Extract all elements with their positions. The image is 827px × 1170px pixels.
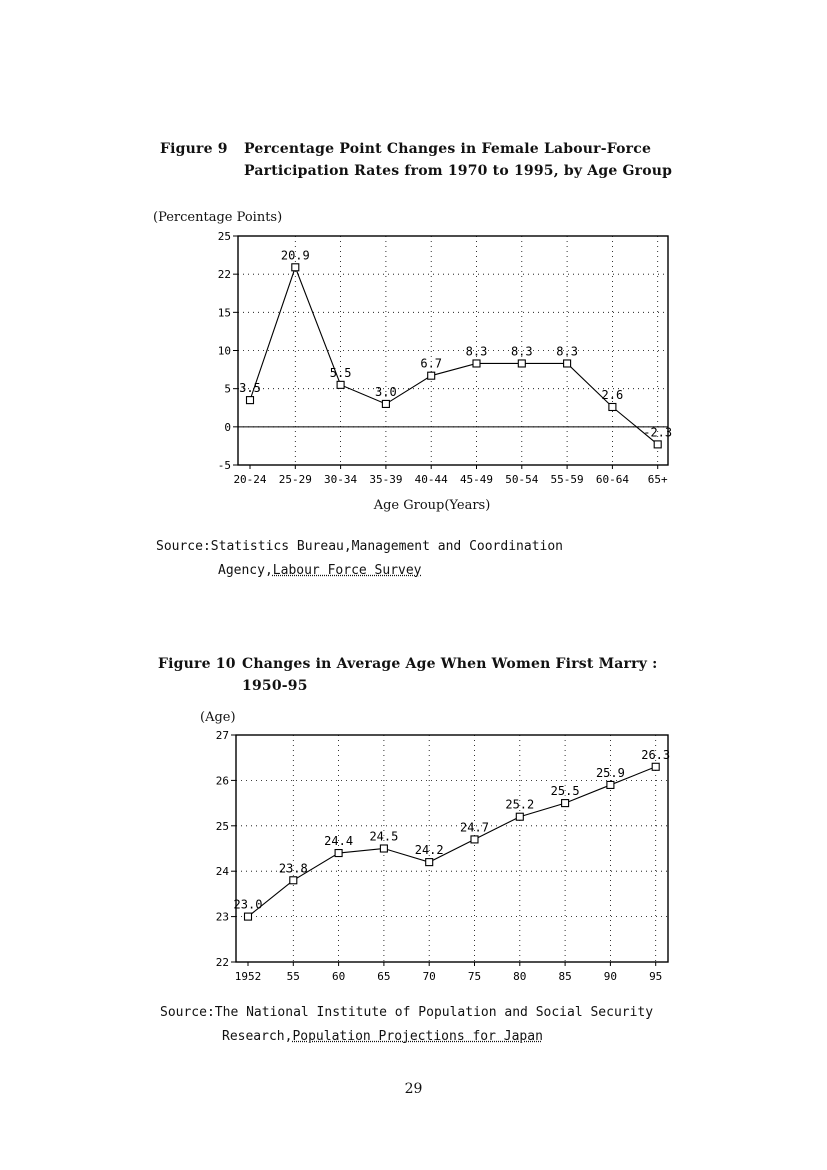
figure-9-x-axis-label: Age Group(Years) bbox=[373, 498, 491, 513]
chart2-data-point bbox=[290, 877, 297, 884]
chart1-y-tick-label: 15 bbox=[217, 306, 231, 320]
chart2-data-label: 24.2 bbox=[414, 843, 444, 858]
chart1-data-point bbox=[518, 360, 525, 367]
chart1-x-tick-label: 25-29 bbox=[278, 473, 312, 486]
chart1-y-tick-label: 25 bbox=[217, 230, 231, 243]
chart2-data-point bbox=[245, 913, 252, 920]
chart1-data-point bbox=[473, 360, 480, 367]
chart2-data-label: 23.8 bbox=[278, 861, 308, 876]
figure-9-y-unit: (Percentage Points) bbox=[153, 210, 283, 225]
figure-10-title-line2: 1950-95 bbox=[242, 678, 308, 694]
chart2-x-tick-label: 80 bbox=[513, 970, 527, 983]
chart2-y-tick-label: 22 bbox=[215, 956, 229, 969]
chart2-data-point bbox=[380, 845, 387, 852]
figure-10-source-line1: The National Institute of Population and Social Security bbox=[214, 1005, 654, 1020]
chart2-x-tick-label: 65 bbox=[377, 970, 391, 983]
chart2-data-label: 23.0 bbox=[233, 897, 263, 912]
chart2-data-label: 25.5 bbox=[550, 784, 580, 799]
figure-9-source-line2: Agency, bbox=[218, 563, 273, 578]
chart2-data-point bbox=[562, 800, 569, 807]
chart1-y-tick-label: 5 bbox=[224, 382, 231, 396]
chart1-x-tick-label: 55-59 bbox=[550, 473, 584, 486]
figure-10-y-unit: (Age) bbox=[200, 710, 236, 725]
chart2-data-label: 26.3 bbox=[641, 747, 671, 762]
figure-9-title-line1: Percentage Point Changes in Female Labour-Force bbox=[244, 141, 652, 157]
chart2-x-tick-label: 1952 bbox=[234, 970, 262, 983]
chart1-data-label: 3.0 bbox=[375, 384, 397, 399]
chart1-y-tick-label: 10 bbox=[217, 344, 231, 358]
chart1-x-tick-label: 40-44 bbox=[414, 473, 448, 486]
figure-10-source-line2: Research, bbox=[222, 1029, 293, 1044]
chart2-y-tick-label: 26 bbox=[215, 774, 229, 788]
chart2-data-point bbox=[652, 763, 659, 770]
chart2-x-tick-label: 55 bbox=[286, 970, 300, 983]
chart2-x-tick-label: 60 bbox=[331, 970, 346, 983]
chart2-y-tick-label: 24 bbox=[215, 865, 229, 879]
chart2-x-tick-label: 90 bbox=[603, 970, 618, 983]
chart1-data-point bbox=[292, 264, 299, 271]
chart2-data-point bbox=[471, 836, 478, 843]
chart2-y-tick-label: 27 bbox=[215, 729, 229, 742]
figure-9-source-line1: Statistics Bureau,Management and Coordination bbox=[210, 539, 563, 554]
chart1-data-label: 2.6 bbox=[601, 387, 624, 402]
chart1-data-point bbox=[654, 441, 661, 448]
chart2-data-label: 24.5 bbox=[369, 829, 399, 844]
chart1-data-point bbox=[382, 400, 389, 407]
figure-10-label: Figure 10 bbox=[158, 656, 236, 672]
chart2-data-label: 24.4 bbox=[324, 834, 354, 849]
chart1-data-label: 8.3 bbox=[465, 344, 488, 359]
figure-9-label: Figure 9 bbox=[160, 141, 228, 157]
chart2-y-tick-label: 25 bbox=[215, 819, 229, 833]
chart1-data-label: -2.3 bbox=[643, 425, 673, 440]
chart2-data-point bbox=[607, 781, 614, 788]
chart1-x-tick-label: 60-64 bbox=[595, 473, 629, 486]
chart2-data-point bbox=[426, 859, 433, 866]
chart1-data-point bbox=[428, 372, 435, 379]
chart1-y-tick-label: 22 bbox=[217, 268, 231, 282]
chart2-x-tick-label: 70 bbox=[422, 970, 436, 983]
chart1-x-tick-label: 45-49 bbox=[459, 473, 494, 486]
chart1-x-tick-label: 50-54 bbox=[505, 473, 539, 486]
chart2-data-label: 25.2 bbox=[505, 797, 535, 812]
chart2-y-tick-label: 23 bbox=[215, 910, 229, 924]
chart2-data-point bbox=[516, 813, 523, 820]
chart1-data-point bbox=[337, 381, 344, 388]
chart1-data-label: 5.5 bbox=[329, 365, 352, 380]
chart2-x-tick-label: 95 bbox=[649, 970, 663, 983]
chart1-data-label: 6.7 bbox=[420, 356, 443, 371]
chart1-data-label: 3.5 bbox=[239, 381, 261, 396]
chart1-x-tick-label: 65+ bbox=[647, 473, 668, 486]
chart1-data-point bbox=[247, 397, 254, 404]
chart1-y-tick-label: -5 bbox=[217, 459, 231, 472]
figure-10-source-prefix: Source: bbox=[160, 1005, 215, 1020]
chart2-x-tick-label: 75 bbox=[467, 970, 482, 983]
figure-10-source-publication: Population Projections for Japan bbox=[292, 1029, 543, 1044]
chart1-x-tick-label: 20-24 bbox=[233, 473, 267, 486]
chart2-data-point bbox=[335, 850, 342, 857]
figure-10-title-line1: Changes in Average Age When Women First Marry : bbox=[242, 656, 658, 672]
page-number: 29 bbox=[404, 1081, 423, 1097]
figure-9-title-line2: Participation Rates from 1970 to 1995, by Age Group bbox=[244, 163, 673, 179]
chart1-data-point bbox=[609, 403, 616, 410]
figure-9-source-publication: Labour Force Survey bbox=[272, 563, 422, 578]
chart2-series-line bbox=[248, 767, 656, 917]
chart1-data-label: 20.9 bbox=[280, 248, 310, 263]
chart1-x-tick-label: 30-34 bbox=[324, 473, 358, 486]
chart2-data-label: 24.7 bbox=[460, 820, 489, 835]
chart1-y-tick-label: 0 bbox=[224, 420, 231, 434]
chart1-data-label: 8.3 bbox=[556, 344, 578, 359]
figure-9-source-prefix: Source: bbox=[156, 539, 211, 554]
chart1-data-point bbox=[564, 360, 571, 367]
chart1-data-label: 8.3 bbox=[510, 344, 533, 359]
chart1-series-line bbox=[250, 267, 658, 444]
chart2-x-tick-label: 85 bbox=[558, 970, 572, 983]
chart2-data-label: 25.9 bbox=[595, 765, 625, 780]
chart1-x-tick-label: 35-39 bbox=[369, 473, 403, 486]
